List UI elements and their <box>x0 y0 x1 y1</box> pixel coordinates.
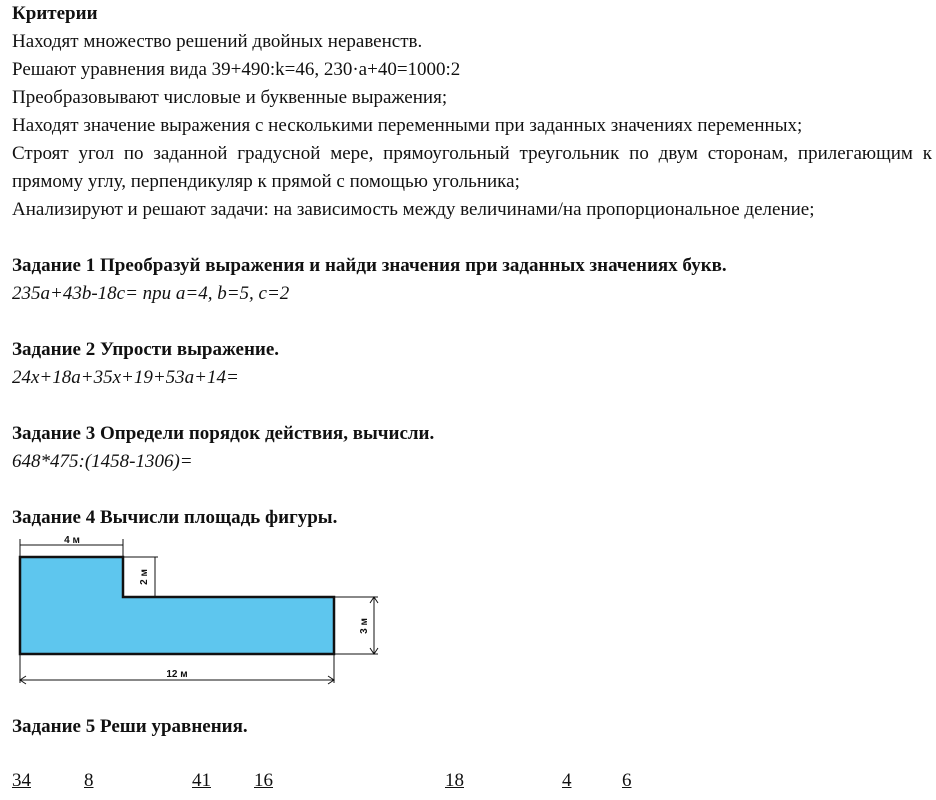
answer-value: 41 <box>192 770 211 791</box>
criteria-item: Находят значение выражения с несколькими переменными при заданных значениях переменных; <box>12 115 803 136</box>
task-3-expression: 648*475:(1458-1306)= <box>12 451 193 472</box>
answer-value: 8 <box>84 770 94 791</box>
answer-value: 34 <box>12 770 31 791</box>
l-shape <box>20 557 334 654</box>
task-4-title: Задание 4 Вычисли площадь фигуры. <box>12 507 338 528</box>
criteria-item: Преобразовывают числовые и буквенные выражения; <box>12 87 448 108</box>
criteria-heading: Критерии <box>12 3 98 24</box>
criteria-item: Находят множество решений двойных неравенств. <box>12 31 423 52</box>
worksheet <box>12 0 932 532</box>
task-1-title: Задание 1 Преобразуй выражения и найди значения при заданных значениях букв. <box>12 255 727 276</box>
label-top: 4 м <box>64 535 80 546</box>
label-bottom: 12 м <box>166 669 188 680</box>
label-step: 2 м <box>139 569 150 585</box>
criteria-item: Решают уравнения вида 39+490:k=46, 230·a+40=1000:2 <box>12 59 461 80</box>
criteria-item: Строят угол по заданной градусной мере, прямоугольный треугольник по двум сторонам, прилегающим к прямому углу, перпендикуляр к прямой с помощью угольника; <box>12 143 932 192</box>
answers-row <box>12 768 912 794</box>
task-2-expression: 24x+18a+35x+19+53a+14= <box>12 367 239 388</box>
label-right: 3 м <box>359 618 370 634</box>
answer-value: 16 <box>254 770 273 791</box>
task-5-title: Задание 5 Реши уравнения. <box>12 716 248 737</box>
answer-value: 4 <box>562 770 572 791</box>
criteria-item: Анализируют и решают задачи: на зависимость между величинами/на пропорциональное деление; <box>12 199 815 220</box>
task-1-expression: 235a+43b-18c= при a=4, b=5, c=2 <box>12 283 290 304</box>
task-3-title: Задание 3 Определи порядок действия, вычисли. <box>12 423 435 444</box>
answer-value: 6 <box>622 770 632 791</box>
area-figure <box>10 535 382 685</box>
answer-value: 18 <box>445 770 464 791</box>
task-2-title: Задание 2 Упрости выражение. <box>12 339 280 360</box>
